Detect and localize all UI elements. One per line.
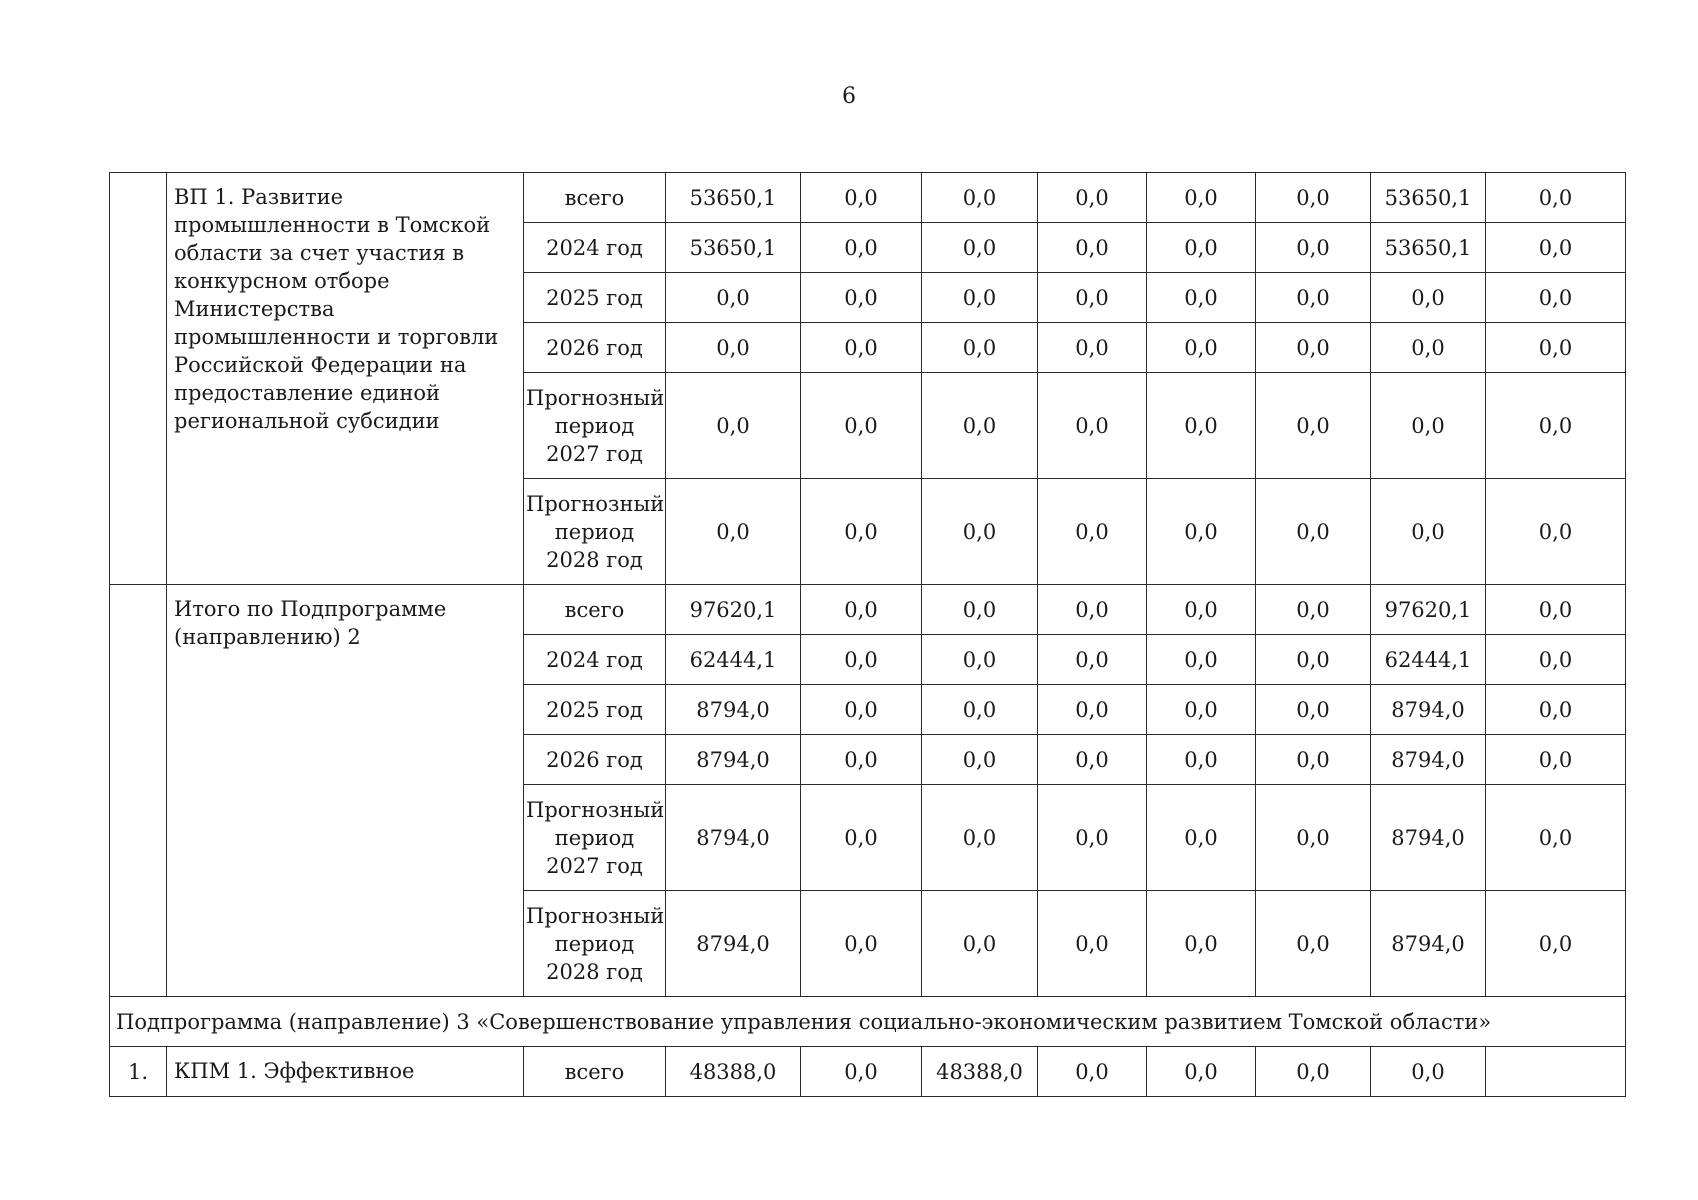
value-cell: 0,0 (801, 735, 922, 785)
value-cell: 0,0 (801, 479, 922, 585)
value-cell: 0,0 (1256, 785, 1371, 891)
table-row (110, 173, 1626, 223)
value-cell: 0,0 (666, 273, 801, 323)
value-cell: 97620,1 (1371, 585, 1486, 635)
value-cell: 48388,0 (666, 1047, 801, 1097)
value-cell: 0,0 (1147, 891, 1256, 997)
value-cell: 0,0 (801, 585, 922, 635)
value-cell: 0,0 (1038, 635, 1147, 685)
value-cell: 0,0 (1256, 635, 1371, 685)
value-cell: 0,0 (1038, 373, 1147, 479)
value-cell: 0,0 (922, 323, 1038, 373)
value-cell: 0,0 (1038, 785, 1147, 891)
page-number: 6 (842, 84, 856, 109)
value-cell: 8794,0 (666, 735, 801, 785)
period-cell: всего (524, 173, 666, 223)
value-cell: 0,0 (922, 635, 1038, 685)
row-label-cell: КПМ 1. Эффективное (167, 1047, 524, 1097)
value-cell (1486, 1047, 1626, 1097)
value-cell: 0,0 (1038, 1047, 1147, 1097)
value-cell: 0,0 (801, 1047, 922, 1097)
value-cell: 8794,0 (666, 785, 801, 891)
value-cell: 0,0 (1256, 373, 1371, 479)
value-cell: 0,0 (1486, 479, 1626, 585)
value-cell: 0,0 (1371, 479, 1486, 585)
table-body (110, 173, 1626, 1097)
value-cell: 0,0 (1147, 479, 1256, 585)
value-cell: 0,0 (801, 173, 922, 223)
value-cell: 48388,0 (922, 1047, 1038, 1097)
value-cell: 8794,0 (1371, 685, 1486, 735)
value-cell: 0,0 (1371, 323, 1486, 373)
value-cell: 0,0 (801, 373, 922, 479)
value-cell: 0,0 (1486, 173, 1626, 223)
value-cell: 8794,0 (1371, 891, 1486, 997)
value-cell: 0,0 (922, 173, 1038, 223)
value-cell: 0,0 (1256, 891, 1371, 997)
value-cell: 0,0 (922, 223, 1038, 273)
value-cell: 0,0 (1486, 273, 1626, 323)
table-row (110, 1047, 1626, 1097)
budget-table (109, 172, 1626, 1097)
value-cell: 0,0 (1256, 1047, 1371, 1097)
value-cell: 0,0 (922, 685, 1038, 735)
value-cell: 0,0 (1147, 273, 1256, 323)
row-index-cell: 1. (110, 1047, 167, 1097)
value-cell: 0,0 (801, 891, 922, 997)
value-cell: 0,0 (1486, 635, 1626, 685)
value-cell: 0,0 (1486, 685, 1626, 735)
value-cell: 8794,0 (666, 891, 801, 997)
row-index-cell (110, 585, 167, 997)
value-cell: 0,0 (801, 323, 922, 373)
value-cell: 0,0 (1486, 373, 1626, 479)
value-cell: 0,0 (922, 373, 1038, 479)
value-cell: 0,0 (1256, 323, 1371, 373)
value-cell: 0,0 (1038, 735, 1147, 785)
period-cell: 2024 год (524, 223, 666, 273)
value-cell: 0,0 (1256, 735, 1371, 785)
value-cell: 53650,1 (666, 223, 801, 273)
value-cell: 0,0 (1038, 173, 1147, 223)
period-cell: 2026 год (524, 735, 666, 785)
value-cell: 0,0 (801, 685, 922, 735)
value-cell: 0,0 (1486, 735, 1626, 785)
value-cell: 0,0 (1147, 735, 1256, 785)
value-cell: 0,0 (1038, 273, 1147, 323)
value-cell: 0,0 (922, 479, 1038, 585)
section-header-row (110, 997, 1626, 1047)
value-cell: 0,0 (922, 735, 1038, 785)
value-cell: 0,0 (666, 323, 801, 373)
value-cell: 0,0 (801, 785, 922, 891)
period-cell: 2026 год (524, 323, 666, 373)
value-cell: 8794,0 (1371, 785, 1486, 891)
period-cell: Прогнозный период 2028 год (524, 891, 666, 997)
value-cell: 53650,1 (666, 173, 801, 223)
value-cell: 0,0 (801, 273, 922, 323)
value-cell: 0,0 (1147, 785, 1256, 891)
value-cell: 0,0 (801, 223, 922, 273)
value-cell: 0,0 (1486, 585, 1626, 635)
section-title: Подпрограмма (направление) 3 «Совершенствование управления социально-экономическим развитием Томской области» (110, 997, 1626, 1047)
value-cell: 0,0 (1147, 373, 1256, 479)
value-cell: 0,0 (666, 479, 801, 585)
value-cell: 0,0 (666, 373, 801, 479)
table-row (110, 585, 1626, 635)
row-label-cell: Итого по Подпрограмме (направлению) 2 (167, 585, 524, 997)
value-cell: 0,0 (1256, 479, 1371, 585)
period-cell: 2025 год (524, 273, 666, 323)
value-cell: 53650,1 (1371, 173, 1486, 223)
value-cell: 0,0 (1256, 685, 1371, 735)
period-cell: Прогнозный период 2027 год (524, 785, 666, 891)
period-cell: всего (524, 585, 666, 635)
value-cell: 0,0 (1371, 373, 1486, 479)
value-cell: 0,0 (1147, 223, 1256, 273)
row-label-cell: ВП 1. Развитие промышленности в Томской области за счет участия в конкурсном отборе Министерства промышленности и торговли Российской Федерации на предоставление единой региональной субсидии (167, 173, 524, 585)
row-index-cell (110, 173, 167, 585)
value-cell: 0,0 (922, 891, 1038, 997)
value-cell: 0,0 (1038, 323, 1147, 373)
value-cell: 0,0 (1147, 685, 1256, 735)
value-cell: 0,0 (1486, 323, 1626, 373)
value-cell: 62444,1 (666, 635, 801, 685)
value-cell: 0,0 (1256, 273, 1371, 323)
value-cell: 0,0 (1371, 1047, 1486, 1097)
value-cell: 0,0 (922, 273, 1038, 323)
value-cell: 0,0 (1371, 273, 1486, 323)
value-cell: 0,0 (1486, 785, 1626, 891)
value-cell: 0,0 (922, 785, 1038, 891)
value-cell: 8794,0 (1371, 735, 1486, 785)
value-cell: 0,0 (1486, 223, 1626, 273)
value-cell: 0,0 (1038, 685, 1147, 735)
value-cell: 0,0 (1256, 585, 1371, 635)
value-cell: 0,0 (1147, 323, 1256, 373)
value-cell: 0,0 (1038, 223, 1147, 273)
value-cell: 53650,1 (1371, 223, 1486, 273)
value-cell: 0,0 (922, 585, 1038, 635)
period-cell: Прогнозный период 2028 год (524, 479, 666, 585)
value-cell: 62444,1 (1371, 635, 1486, 685)
period-cell: Прогнозный период 2027 год (524, 373, 666, 479)
period-cell: 2025 год (524, 685, 666, 735)
period-cell: 2024 год (524, 635, 666, 685)
value-cell: 0,0 (1147, 585, 1256, 635)
value-cell: 0,0 (1256, 223, 1371, 273)
period-cell: всего (524, 1047, 666, 1097)
value-cell: 0,0 (1147, 173, 1256, 223)
value-cell: 0,0 (1147, 1047, 1256, 1097)
value-cell: 0,0 (1038, 585, 1147, 635)
value-cell: 0,0 (1147, 635, 1256, 685)
value-cell: 0,0 (1486, 891, 1626, 997)
value-cell: 0,0 (801, 635, 922, 685)
value-cell: 97620,1 (666, 585, 801, 635)
value-cell: 0,0 (1038, 479, 1147, 585)
value-cell: 0,0 (1256, 173, 1371, 223)
value-cell: 8794,0 (666, 685, 801, 735)
value-cell: 0,0 (1038, 891, 1147, 997)
